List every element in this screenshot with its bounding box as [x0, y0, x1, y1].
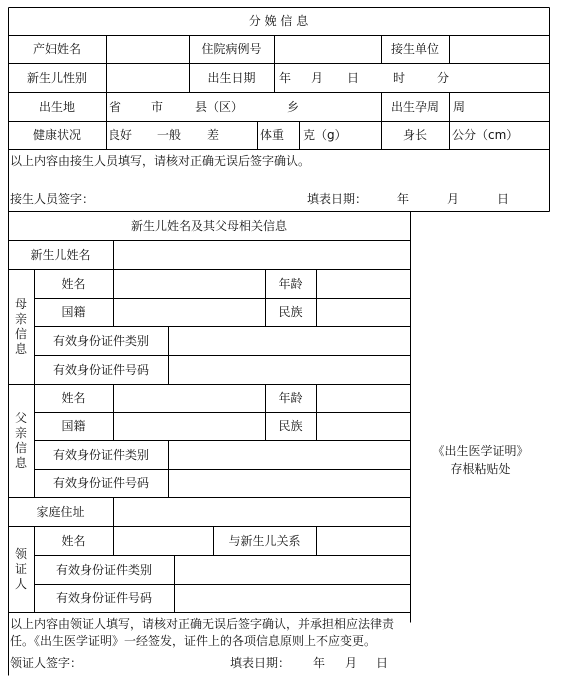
recipient-fill-month-unit: 月: [345, 656, 358, 670]
birth-year-unit: 年: [279, 71, 292, 85]
recipient-fill-year-unit: 年: [313, 656, 326, 670]
home-address-label: 家庭住址: [36, 505, 85, 519]
delivery-section-title: 分 娩 信 息: [248, 14, 309, 28]
health-fair-option: 一般: [157, 128, 182, 142]
hospital-record-label: 住院病例号: [201, 42, 262, 56]
recipient-section-label: 领证人: [14, 547, 27, 591]
health-status-label: 健康状况: [32, 128, 81, 142]
delivery-signer-label: 接生人员签字：: [10, 192, 95, 206]
recipient-fill-day-unit: 日: [376, 656, 389, 670]
city-unit: 市: [151, 100, 164, 114]
length-cm-unit: 公分（cm）: [452, 128, 519, 142]
mother-nationality-label: 国籍: [61, 305, 86, 319]
weight-label: 体重: [260, 128, 285, 142]
weight-gram-unit: 克（g）: [303, 128, 347, 142]
birthplace-label: 出生地: [38, 100, 75, 114]
delivery-confirm-note: 以上内容由接生人员填写，请核对正确无误后签字确认。: [10, 154, 311, 168]
mother-id-number-label: 有效身份证件号码: [52, 363, 149, 377]
father-id-number-label: 有效身份证件号码: [52, 476, 149, 490]
newborn-name-label: 新生儿姓名: [30, 248, 91, 262]
certificate-stub-paste-area: 存根粘贴处: [450, 462, 511, 476]
health-poor-option: 差: [207, 128, 220, 142]
province-unit: 省: [109, 100, 122, 114]
recipient-confirm-note: 以上内容由领证人填写，请核对正确无误后签字确认，并承担相应法律责任。《出生医学证明》一经签发，证件上的各项信息原则上不应变更。: [10, 617, 395, 648]
birth-minute-unit: 分: [437, 71, 450, 85]
delivery-fill-month-unit: 月: [447, 192, 460, 206]
father-nationality-label: 国籍: [61, 419, 86, 433]
mother-age-label: 年龄: [278, 277, 303, 291]
county-unit: 县（区）: [195, 100, 244, 114]
father-id-type-label: 有效身份证件类别: [52, 448, 149, 462]
delivery-fill-year-unit: 年: [397, 192, 410, 206]
delivery-unit-label: 接生单位: [390, 42, 439, 56]
birth-day-unit: 日: [347, 71, 360, 85]
township-unit: 乡: [287, 100, 300, 114]
birth-date-label: 出生日期: [207, 71, 256, 85]
mother-id-type-label: 有效身份证件类别: [52, 334, 149, 348]
delivery-fill-day-unit: 日: [497, 192, 510, 206]
recipient-id-number-label: 有效身份证件号码: [55, 591, 152, 605]
gestation-label: 出生孕周: [390, 100, 439, 114]
birth-month-unit: 月: [311, 71, 324, 85]
father-age-label: 年龄: [278, 391, 303, 405]
father-ethnicity-label: 民族: [278, 419, 303, 433]
recipient-id-type-label: 有效身份证件类别: [55, 563, 152, 577]
birth-hour-unit: 时: [393, 71, 406, 85]
recipient-name-label: 姓名: [61, 534, 86, 548]
recipient-signer-label: 领证人签字：: [10, 656, 83, 670]
body-length-label: 身长: [402, 128, 427, 142]
father-name-field-label: 姓名: [61, 391, 86, 405]
parents-section-title: 新生儿姓名及其父母相关信息: [130, 219, 287, 233]
gestation-week-unit: 周: [453, 100, 466, 114]
certificate-stub-title: 《出生医学证明》: [432, 444, 529, 458]
mother-name-label: 产妇姓名: [32, 42, 81, 56]
recipient-fill-date-label: 填表日期：: [230, 656, 291, 670]
father-info-section-label: 父亲信息: [14, 411, 27, 470]
mother-ethnicity-label: 民族: [278, 305, 303, 319]
health-good-option: 良好: [108, 128, 133, 142]
recipient-relation-label: 与新生儿关系: [228, 534, 301, 548]
mother-info-section-label: 母亲信息: [14, 297, 27, 356]
delivery-fill-date-label: 填表日期：: [307, 192, 368, 206]
newborn-sex-label: 新生儿性别: [26, 71, 87, 85]
mother-name-field-label: 姓名: [61, 277, 86, 291]
